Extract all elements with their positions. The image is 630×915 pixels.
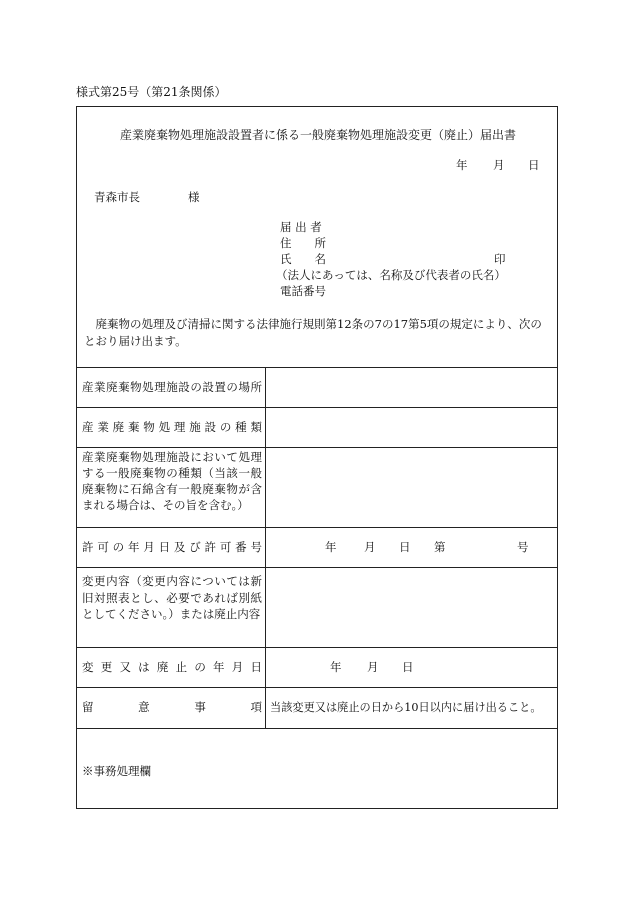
permit-day: 日 — [399, 540, 411, 554]
row-label-notes: 留意事項 — [82, 700, 262, 715]
change-month: 月 — [367, 660, 379, 674]
value-location — [266, 368, 557, 407]
phone-label: 電話番号 — [280, 284, 326, 298]
addressee-honorific: 様 — [188, 190, 200, 204]
table-row — [82, 449, 262, 527]
value-waste-type — [266, 448, 557, 527]
name-label: 氏 名 — [280, 252, 326, 266]
statement-text: 廃棄物の処理及び清掃に関する法律施行規則第12条の7の17第5項の規定により、次のとおり届け出ます。 — [84, 317, 542, 349]
value-notes — [270, 688, 556, 728]
change-year: 年 — [330, 660, 342, 674]
value-change-content — [266, 568, 557, 647]
permit-go: 号 — [517, 540, 529, 554]
addressee-name: 青森市長 — [94, 190, 140, 204]
row-label-location: 産業廃棄物処理施設の設置の場所 — [82, 379, 262, 394]
table-row — [82, 367, 262, 407]
row-label-change-date: 変更又は廃止の年月日 — [82, 659, 262, 674]
table-row — [82, 647, 262, 687]
row-label-change-content: 変更内容（変更内容については新旧対照表とし、必要であれば別紙としてください。）または廃止内容 — [82, 574, 262, 622]
table-row — [82, 407, 262, 447]
row-label-waste-type: 産業廃棄物処理施設において処理する一般廃棄物の種類（当該一般廃棄物に石綿含有一般廃棄物が含まれる場合は、その旨を含む。） — [82, 450, 262, 513]
row-divider-7 — [76, 728, 558, 729]
seal-mark: 印 — [494, 252, 506, 266]
form-number: 様式第25号（第21条関係） — [76, 85, 227, 99]
change-day: 日 — [402, 660, 414, 674]
row-label-permit: 許可の年月日及び許可番号 — [82, 539, 262, 554]
table-row — [82, 527, 262, 567]
value-facility-type — [266, 408, 557, 447]
notifier-label: 届 出 者 — [280, 220, 322, 234]
corp-note: （法人にあっては、名称及び代表者の氏名） — [276, 268, 506, 282]
form-title: 産業廃棄物処理施設設置者に係る一般廃棄物処理施設変更（廃止）届出書 — [120, 128, 517, 142]
date-day: 日 — [528, 158, 540, 172]
office-use-label: ※事務処理欄 — [82, 764, 151, 778]
row-label-facility-type: 産業廃棄物処理施設の種類 — [82, 419, 262, 434]
date-month: 月 — [493, 158, 505, 172]
table-row — [82, 573, 262, 645]
notes-text: 当該変更又は廃止の日から10日以内に届け出ること。 — [270, 700, 542, 714]
address-label: 住 所 — [280, 236, 326, 250]
date-year: 年 — [456, 158, 468, 172]
permit-dai: 第 — [434, 540, 446, 554]
table-row — [82, 687, 262, 728]
permit-month: 月 — [364, 540, 376, 554]
permit-year: 年 — [325, 540, 337, 554]
